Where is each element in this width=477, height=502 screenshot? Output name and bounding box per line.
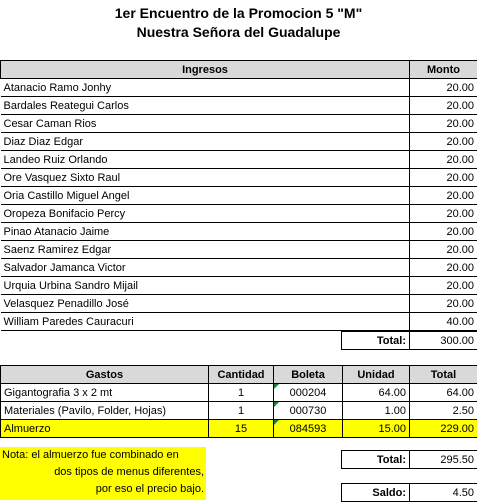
income-name: Urquia Urbina Sandro Mijail (1, 277, 410, 295)
income-amount: 20.00 (410, 187, 477, 205)
income-amount: 20.00 (410, 295, 477, 313)
income-row (1, 295, 477, 313)
income-row (1, 133, 477, 151)
balance-box (341, 483, 477, 502)
expenses-header-qty: Cantidad (209, 366, 274, 384)
income-amount: 20.00 (410, 241, 477, 259)
income-row (1, 241, 477, 259)
expense-row (1, 384, 477, 402)
income-row (1, 277, 477, 295)
expense-item: Materiales (Pavilo, Folder, Hojas) (1, 402, 209, 420)
expense-receipt: 000204 (274, 384, 343, 402)
expense-receipt: 084593 (274, 420, 343, 438)
income-row (1, 169, 477, 187)
income-name: Pinao Atanacio Jaime (1, 223, 410, 241)
income-row (1, 223, 477, 241)
income-name: Landeo Ruiz Orlando (1, 151, 410, 169)
income-table (0, 60, 477, 331)
income-header-amount: Monto (410, 61, 477, 79)
income-amount: 20.00 (410, 223, 477, 241)
income-row (1, 97, 477, 115)
income-name: Diaz Diaz Edgar (1, 133, 410, 151)
income-amount: 20.00 (410, 169, 477, 187)
income-amount: 40.00 (410, 313, 477, 331)
income-name: Ore Vasquez Sixto Raul (1, 169, 410, 187)
balance-value: 4.50 (410, 484, 477, 502)
income-row (1, 313, 477, 331)
expense-total: 2.50 (410, 402, 477, 420)
income-amount: 20.00 (410, 79, 477, 97)
income-total-box (341, 331, 477, 350)
note-line-3: por eso el precio bajo. (0, 481, 206, 498)
income-total-label: Total: (342, 332, 410, 350)
income-row (1, 151, 477, 169)
income-name: Bardales Reategui Carlos (1, 97, 410, 115)
expenses-total-box (341, 450, 477, 469)
income-amount: 20.00 (410, 205, 477, 223)
expense-item: Gigantografia 3 x 2 mt (1, 384, 209, 402)
expense-row (1, 402, 477, 420)
expenses-header-item: Gastos (1, 366, 209, 384)
report-subtitle: Nuestra Señora del Guadalupe (0, 23, 477, 41)
income-name: William Paredes Cauracuri (1, 313, 410, 331)
income-amount: 20.00 (410, 133, 477, 151)
income-row (1, 259, 477, 277)
income-name: Oropeza Bonifacio Percy (1, 205, 410, 223)
income-amount: 20.00 (410, 259, 477, 277)
note-line-2: dos tipos de menus diferentes, (0, 464, 206, 481)
expense-item: Almuerzo (1, 420, 209, 438)
balance-label: Saldo: (342, 484, 410, 502)
income-header-name: Ingresos (1, 61, 410, 79)
note-line-1: Nota: el almuerzo fue combinado en (0, 447, 206, 464)
expense-row (1, 420, 477, 438)
expense-qty: 1 (209, 402, 274, 420)
expenses-header-unit: Unidad (343, 366, 410, 384)
income-amount: 20.00 (410, 277, 477, 295)
expense-total: 229.00 (410, 420, 477, 438)
income-row (1, 79, 477, 97)
expenses-table (0, 365, 477, 438)
expenses-header-total: Total (410, 366, 477, 384)
income-row (1, 115, 477, 133)
income-amount: 20.00 (410, 151, 477, 169)
income-name: Velasquez Penadillo José (1, 295, 410, 313)
expense-unit: 1.00 (343, 402, 410, 420)
income-name: Atanacio Ramo Jonhy (1, 79, 410, 97)
expenses-total-label: Total: (342, 451, 410, 469)
income-name: Oria Castillo Miguel Angel (1, 187, 410, 205)
expense-total: 64.00 (410, 384, 477, 402)
income-name: Cesar Caman Rios (1, 115, 410, 133)
income-name: Salvador Jamanca Victor (1, 259, 410, 277)
income-total-value: 300.00 (410, 332, 477, 350)
report-title: 1er Encuentro de la Promocion 5 "M" (0, 4, 477, 22)
income-amount: 20.00 (410, 115, 477, 133)
expenses-header-receipt: Boleta (274, 366, 343, 384)
income-name: Saenz Ramirez Edgar (1, 241, 410, 259)
note-box (0, 447, 206, 500)
income-row (1, 187, 477, 205)
expense-qty: 1 (209, 384, 274, 402)
expense-receipt: 000730 (274, 402, 343, 420)
expense-unit: 15.00 (343, 420, 410, 438)
income-amount: 20.00 (410, 97, 477, 115)
expense-qty: 15 (209, 420, 274, 438)
income-row (1, 205, 477, 223)
expense-unit: 64.00 (343, 384, 410, 402)
expenses-total-value: 295.50 (410, 451, 477, 469)
